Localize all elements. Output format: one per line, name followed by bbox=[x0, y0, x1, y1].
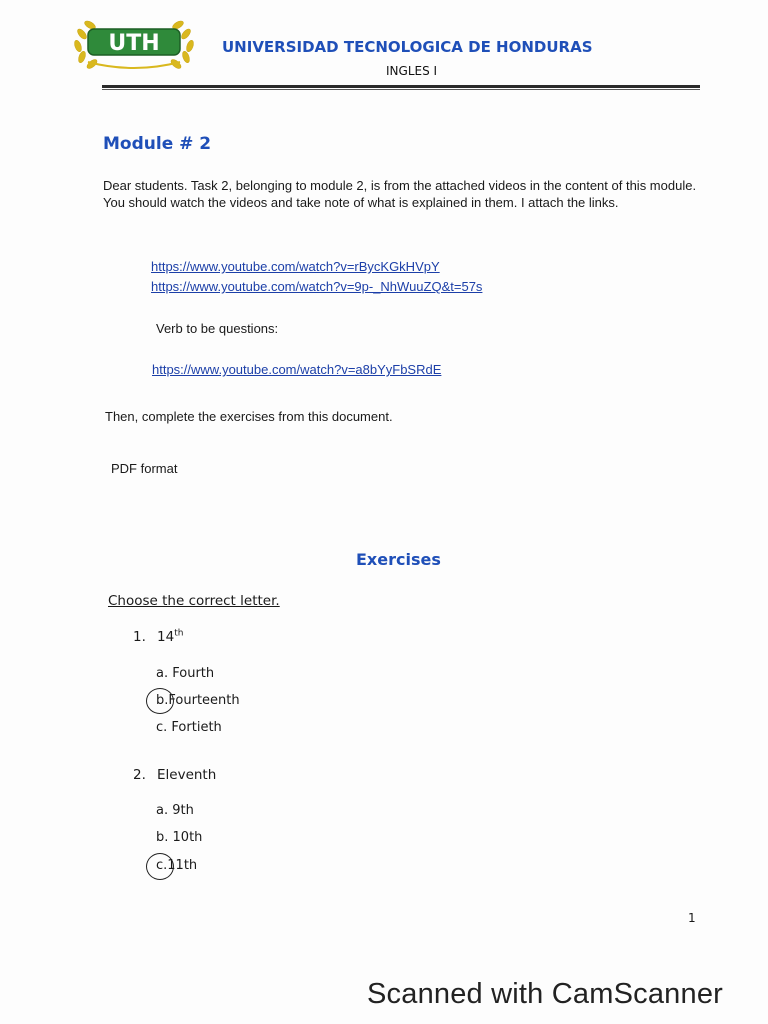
exercises-title: Exercises bbox=[356, 550, 441, 569]
camscanner-watermark: Scanned with CamScanner bbox=[367, 978, 724, 1010]
option-2b: b. 10th bbox=[156, 830, 203, 845]
verb-to-be-link[interactable]: https://www.youtube.com/watch?v=a8bYyFbSRdE bbox=[152, 362, 442, 377]
header-divider bbox=[102, 85, 700, 90]
svg-text:UTH: UTH bbox=[108, 31, 160, 56]
pdf-format-label: PDF format bbox=[111, 461, 178, 476]
question-number: 2. bbox=[133, 767, 146, 783]
option-1a: a. Fourth bbox=[156, 666, 215, 681]
option-1c: c. Fortieth bbox=[156, 720, 222, 735]
exercise-instruction: Choose the correct letter. bbox=[108, 593, 280, 609]
question-2 bbox=[133, 767, 216, 783]
ordinal-suffix: th bbox=[174, 628, 184, 639]
video-link-1[interactable]: https://www.youtube.com/watch?v=rBycKGkHVpY bbox=[151, 259, 440, 274]
university-name: UNIVERSIDAD TECNOLOGICA DE HONDURAS bbox=[222, 38, 593, 56]
intro-paragraph: Dear students. Task 2, belonging to module 2, is from the attached videos in the content of this module. You should watch the videos and take note of what is explained in them. I attach the links. bbox=[103, 178, 697, 210]
question-1 bbox=[133, 629, 183, 645]
question-text: Eleventh bbox=[157, 767, 217, 783]
module-title: Module # 2 bbox=[103, 134, 212, 154]
page-number: 1 bbox=[688, 911, 696, 925]
course-name: INGLES I bbox=[386, 64, 438, 78]
question-number: 1. bbox=[133, 629, 146, 645]
question-text: 14th bbox=[157, 628, 184, 645]
option-1b: b.Fourteenth bbox=[156, 693, 240, 708]
option-2c: c.11th bbox=[156, 858, 198, 873]
option-2a: a. 9th bbox=[156, 803, 194, 818]
instructions-text: Then, complete the exercises from this document. bbox=[105, 409, 393, 424]
video-link-2[interactable]: https://www.youtube.com/watch?v=9p-_NhWuuZQ&t=57s bbox=[151, 279, 483, 294]
verb-to-be-label: Verb to be questions: bbox=[156, 321, 279, 336]
uth-logo bbox=[68, 12, 200, 72]
